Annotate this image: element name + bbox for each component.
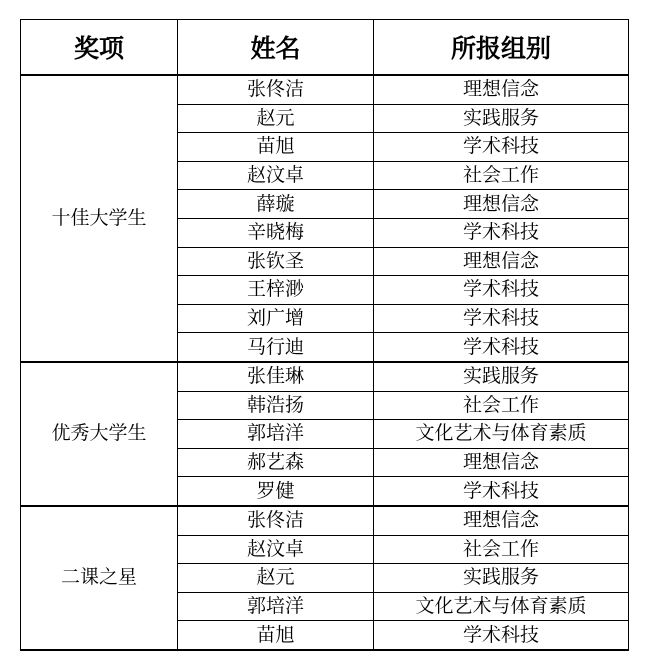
- name-cell: 张钦圣: [178, 247, 374, 276]
- award-section: [21, 506, 629, 650]
- group-cell: 学术科技: [374, 304, 629, 333]
- award-section: [21, 75, 629, 362]
- group-cell: 实践服务: [374, 362, 629, 391]
- name-cell: 马行迪: [178, 333, 374, 362]
- group-cell: 学术科技: [374, 133, 629, 162]
- name-cell: 王梓渺: [178, 276, 374, 305]
- award-cell: 十佳大学生: [21, 75, 178, 362]
- name-cell: 张佳琳: [178, 362, 374, 391]
- group-cell: 社会工作: [374, 391, 629, 420]
- group-cell: 理想信念: [374, 190, 629, 219]
- group-cell: 实践服务: [374, 564, 629, 593]
- name-cell: 张佟洁: [178, 506, 374, 535]
- group-cell: 社会工作: [374, 161, 629, 190]
- name-cell: 赵元: [178, 564, 374, 593]
- group-cell: 学术科技: [374, 621, 629, 650]
- group-cell: 学术科技: [374, 333, 629, 362]
- name-cell: 薛璇: [178, 190, 374, 219]
- header-award: 奖项: [21, 20, 178, 76]
- group-cell: 理想信念: [374, 448, 629, 477]
- group-cell: 文化艺术与体育素质: [374, 420, 629, 449]
- awards-table: [20, 19, 629, 651]
- name-cell: 赵汶卓: [178, 161, 374, 190]
- header-group: 所报组别: [374, 20, 629, 76]
- name-cell: 罗健: [178, 477, 374, 506]
- group-cell: 实践服务: [374, 104, 629, 133]
- table-row: [21, 362, 629, 391]
- name-cell: 苗旭: [178, 133, 374, 162]
- name-cell: 刘广增: [178, 304, 374, 333]
- group-cell: 理想信念: [374, 247, 629, 276]
- group-cell: 学术科技: [374, 276, 629, 305]
- name-cell: 张佟洁: [178, 75, 374, 104]
- group-cell: 学术科技: [374, 477, 629, 506]
- group-cell: 理想信念: [374, 506, 629, 535]
- header-name: 姓名: [178, 20, 374, 76]
- table-row: [21, 75, 629, 104]
- award-section: [21, 362, 629, 506]
- award-cell: 优秀大学生: [21, 362, 178, 506]
- group-cell: 学术科技: [374, 218, 629, 247]
- name-cell: 韩浩扬: [178, 391, 374, 420]
- name-cell: 辛晓梅: [178, 218, 374, 247]
- name-cell: 郭培洋: [178, 420, 374, 449]
- group-cell: 社会工作: [374, 535, 629, 564]
- group-cell: 理想信念: [374, 75, 629, 104]
- name-cell: 郭培洋: [178, 592, 374, 621]
- table-row: [21, 506, 629, 535]
- name-cell: 郝艺森: [178, 448, 374, 477]
- name-cell: 赵汶卓: [178, 535, 374, 564]
- table-header: [21, 20, 629, 76]
- name-cell: 苗旭: [178, 621, 374, 650]
- group-cell: 文化艺术与体育素质: [374, 592, 629, 621]
- award-cell: 二课之星: [21, 506, 178, 650]
- name-cell: 赵元: [178, 104, 374, 133]
- header-row: [21, 20, 629, 76]
